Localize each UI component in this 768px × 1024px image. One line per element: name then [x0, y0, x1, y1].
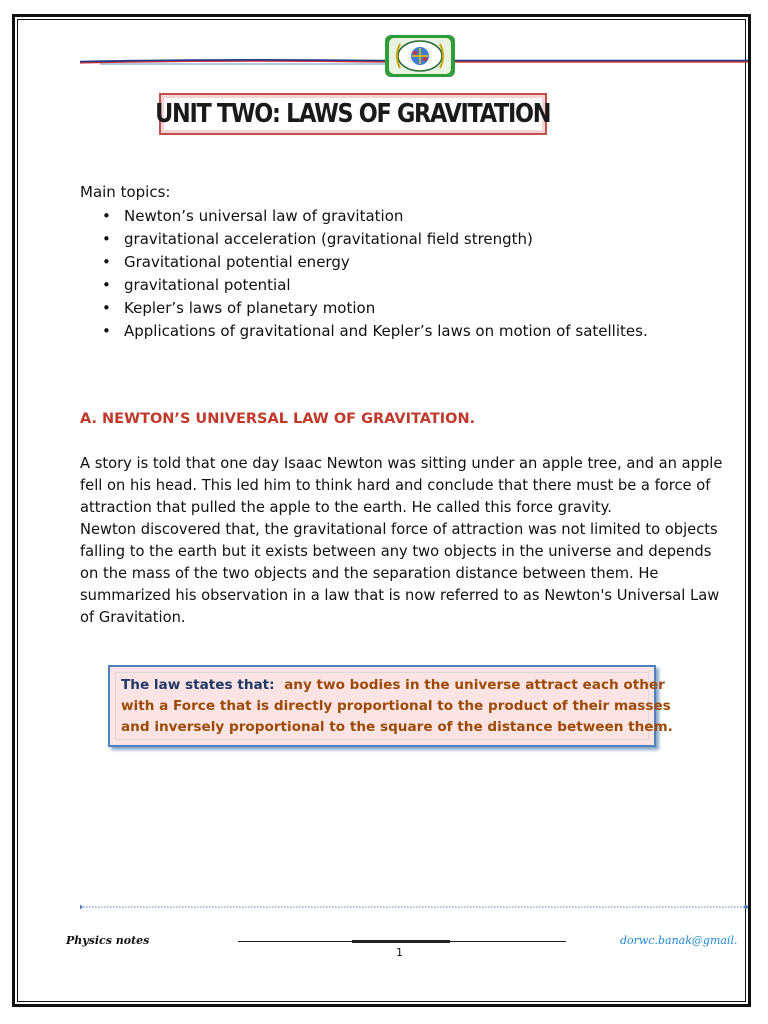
topic-item: • Gravitational potential energy [102, 251, 648, 274]
story-paragraph: A story is told that one day Isaac Newton was sitting under an apple tree, and an apple fell on his head. This led him to think hard and conclude that there must be a force of attraction that pulled the apple to the earth. He called this force gravity. [80, 455, 723, 516]
unit-title: UNIT TWO: LAWS OF GRAVITATION [155, 99, 551, 129]
law-line-2: with a Force that is directly proportional to the product of their masses [121, 698, 671, 714]
topic-item: • gravitational acceleration (gravitational field strength) [102, 228, 648, 251]
discovery-paragraph: Newton discovered that, the gravitational force of attraction was not limited to objects falling to the earth but it exists between any two objects in the universe and depends on the mass of the two objects and the separation distance between them. He summarized his observation in a law that is now referred to as Newton's Universal Law of Gravitation. [80, 521, 720, 626]
section-a-heading: A. NEWTON’S UNIVERSAL LAW OF GRAVITATION. [80, 411, 476, 427]
footer-course-label: Physics notes [66, 934, 150, 947]
law-statement-box [108, 665, 673, 747]
topic-item: • gravitational potential [102, 274, 648, 297]
footer-divider [80, 905, 748, 909]
footer-center-line-thick [352, 940, 450, 943]
law-line-3: and inversely proportional to the square of the distance between them. [121, 719, 673, 735]
topic-item: • Kepler’s laws of planetary motion [102, 297, 648, 320]
topic-item: • Applications of gravitational and Kepler’s laws on motion of satellites. [102, 320, 648, 343]
footer-email: dorwc.banak@gmail. [620, 934, 738, 947]
page-number: 1 [396, 946, 403, 959]
law-lead: The law states that: [121, 677, 275, 693]
main-topics-list [102, 205, 648, 343]
topic-item: • Newton’s universal law of gravitation [102, 205, 648, 228]
law-statement [121, 675, 673, 738]
unit-title-box [155, 93, 551, 135]
school-emblem-icon [384, 34, 456, 78]
law-line-1: any two bodies in the universe attract each other [284, 677, 665, 693]
main-topics-label: Main topics: [80, 183, 171, 201]
